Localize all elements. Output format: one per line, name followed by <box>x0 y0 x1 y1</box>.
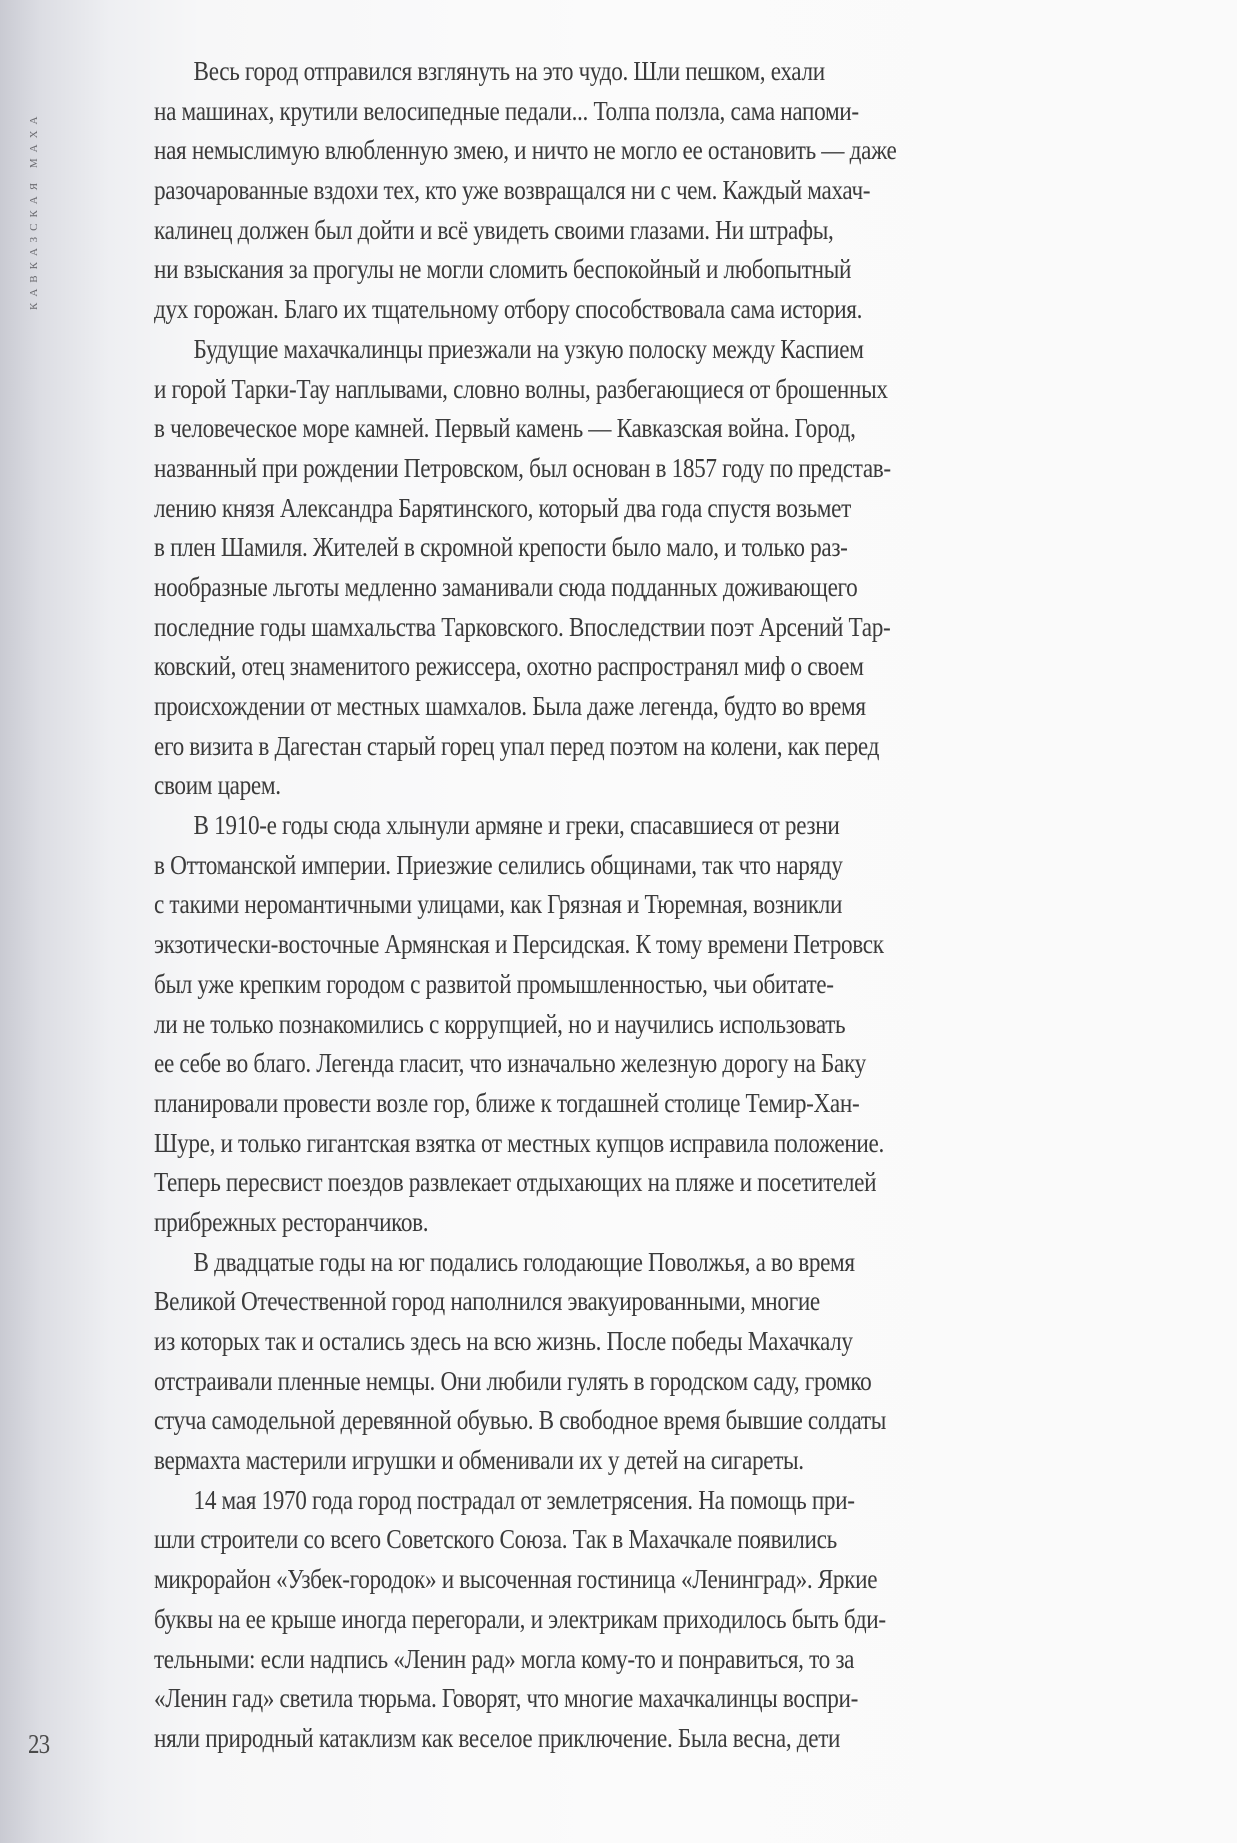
text-line: Великой Отечественной город наполнился эвакуированными, многие <box>154 1286 820 1317</box>
text-line: няли природный катаклизм как веселое приключение. Была весна, дети <box>154 1722 841 1753</box>
body-text <box>154 52 1234 1759</box>
text-line: ная немыслимую влюбленную змею, и ничто не могло ее остановить — даже <box>154 135 897 166</box>
paragraph <box>154 330 1234 806</box>
paragraph <box>154 806 1234 1243</box>
text-line: ее себе во благо. Легенда гласит, что изначально железную дорогу на Баку <box>154 1048 866 1079</box>
text-line: прибрежных ресторанчиков. <box>154 1206 429 1237</box>
paragraph <box>154 1481 1234 1759</box>
text-line: лению князя Александра Барятинского, который два года спустя возьмет <box>154 492 851 523</box>
text-line: разочарованные вздохи тех, кто уже возвращался ни с чем. Каждый махач- <box>154 175 871 206</box>
text-line: ковский, отец знаменитого режиссера, охотно распространял миф о своем <box>154 651 864 682</box>
page-number: 23 <box>28 1729 50 1759</box>
text-line: названный при рождении Петровском, был основан в 1857 году по представ- <box>154 452 891 483</box>
text-line: микрорайон «Узбек-городок» и высоченная гостиница «Ленинград». Яркие <box>154 1564 878 1595</box>
text-line: своим царем. <box>154 770 281 801</box>
text-line: в человеческое море камней. Первый камень — Кавказская война. Город, <box>154 413 856 444</box>
text-line: в Оттоманской империи. Приезжие селились общинами, так что наряду <box>154 849 843 880</box>
running-head: КАВКАЗСКАЯ МАХА <box>28 110 40 310</box>
text-line: дух горожан. Благо их тщательному отбору способствовала сама история. <box>154 294 863 325</box>
text-line: Будущие махачкалинцы приезжали на узкую полоску между Каспием <box>193 333 864 364</box>
text-line: экзотически-восточные Армянская и Персидская. К тому времени Петровск <box>154 929 884 960</box>
text-line: последние годы шамхальства Тарковского. Впоследствии поэт Арсений Тар- <box>154 611 891 642</box>
paragraph <box>154 52 1234 330</box>
text-line: из которых так и остались здесь на всю жизнь. После победы Махачкалу <box>154 1326 853 1356</box>
text-line: шли строители со всего Советского Союза. Так в Махачкале появились <box>154 1524 837 1555</box>
paragraph <box>154 1243 1234 1481</box>
text-line: и горой Тарки-Тау наплывами, словно волны, разбегающиеся от брошенных <box>154 373 888 404</box>
text-line: нообразные льготы медленно заманивали сюда подданных доживающего <box>154 571 858 602</box>
text-line: вермахта мастерили игрушки и обменивали их у детей на сигареты. <box>154 1445 804 1476</box>
text-line: ни взыскания за прогулы не могли сломить беспокойный и любопытный <box>154 254 852 285</box>
text-line: «Ленин гад» светила тюрьма. Говорят, что многие махачкалинцы воспри- <box>154 1683 858 1714</box>
text-line: Шуре, и только гигантская взятка от местных купцов исправила положение. <box>154 1127 884 1158</box>
text-line: на машинах, крутили велосипедные педали... Толпа ползла, сама напоми- <box>154 95 859 126</box>
text-line: калинец должен был дойти и всё увидеть своими глазами. Ни штрафы, <box>154 214 834 245</box>
text-line: 14 мая 1970 года город пострадал от землетрясения. На помощь при- <box>193 1484 855 1515</box>
text-line: в плен Шамиля. Жителей в скромной крепости было мало, и только раз- <box>154 532 848 563</box>
text-line: стуча самодельной деревянной обувью. В свободное время бывшие солдаты <box>154 1405 886 1436</box>
text-line: с такими неромантичными улицами, как Грязная и Тюремная, возникли <box>154 889 843 920</box>
text-line: тельными: если надпись «Ленин рад» могла кому-то и понравиться, то за <box>154 1643 855 1674</box>
text-line: происхождении от местных шамхалов. Была даже легенда, будто во время <box>154 691 866 721</box>
text-line: Теперь пересвист поездов развлекает отдыхающих на пляже и посетителей <box>154 1167 877 1198</box>
text-line: В двадцатые годы на юг подались голодающие Поволжья, а во время <box>193 1246 855 1277</box>
text-line: планировали провести возле гор, ближе к тогдашней столице Темир-Хан- <box>154 1087 860 1118</box>
text-line: Весь город отправился взглянуть на это чудо. Шли пешком, ехали <box>193 56 825 86</box>
text-line: был уже крепким городом с развитой промышленностью, чьи обитате- <box>154 968 834 999</box>
text-line: его визита в Дагестан старый горец упал перед поэтом на колени, как перед <box>154 730 880 761</box>
text-line: буквы на ее крыше иногда перегорали, и электрикам приходилось быть бди- <box>154 1603 886 1634</box>
text-line: отстраивали пленные немцы. Они любили гулять в городском саду, громко <box>154 1365 872 1396</box>
text-line: ли не только познакомились с коррупцией, но и научились использовать <box>154 1008 846 1039</box>
text-line: В 1910-е годы сюда хлынули армяне и греки, спасавшиеся от резни <box>193 810 840 841</box>
